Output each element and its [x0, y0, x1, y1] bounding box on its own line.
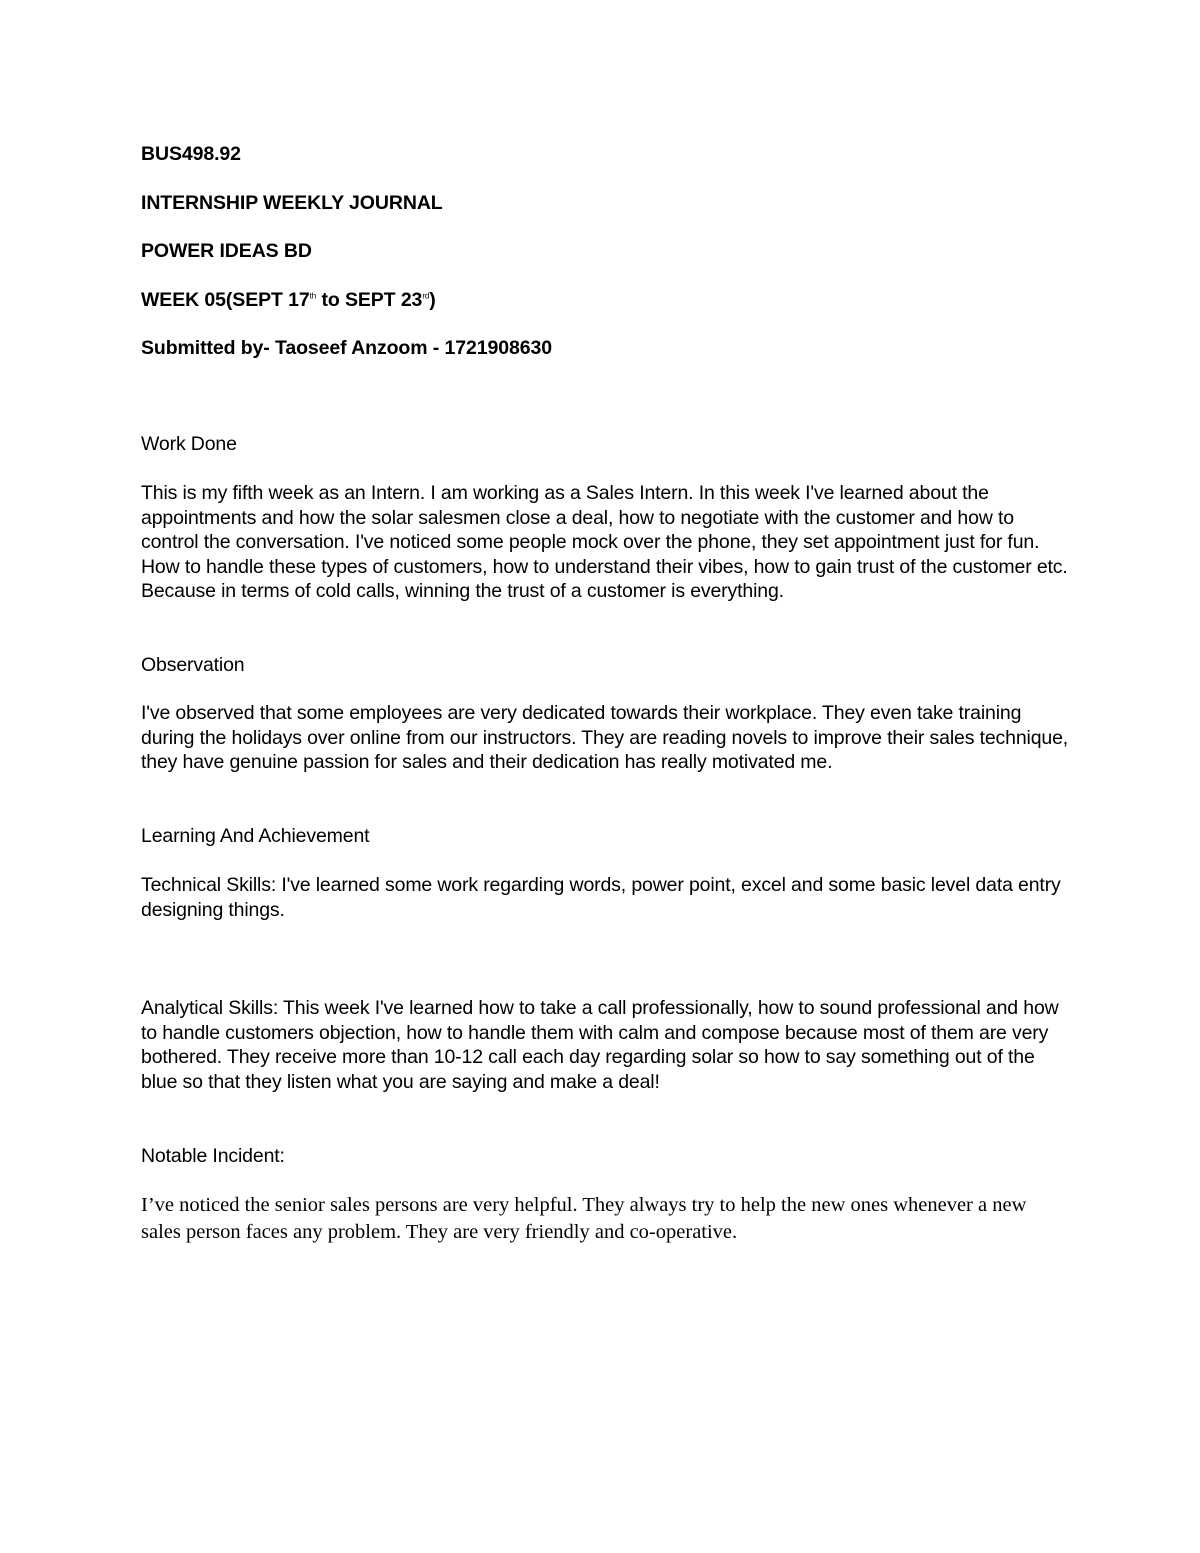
week-prefix: WEEK 05(SEPT 17: [141, 289, 310, 311]
week-sup-rd: rd: [422, 291, 430, 301]
week-range: [141, 288, 436, 312]
analytical-skills-paragraph: Analytical Skills: This week I've learned how to take a call professionally, how to sound professional and how to handle customers objection, how to handle them with calm and compose because most of them are very bothered. They receive more than 10-12 call each day regarding solar so how to say something out of the blue so that they listen what you are saying and make a deal!: [141, 997, 1059, 1093]
work-done-paragraph: This is my fifth week as an Intern. I am working as a Sales Intern. In this week I've learned about the appointments and how the solar salesmen close a deal, how to negotiate with the customer and how to control the conversation. I've noticed some people mock over the phone, they set appointment just for fun. How to handle these types of customers, how to understand their vibes, how to gain trust of the customer etc. Because in terms of cold calls, winning the trust of a customer is everything.: [141, 482, 1068, 603]
course-code: BUS498.92: [141, 143, 241, 165]
work-done-heading: Work Done: [141, 433, 237, 455]
submitted-by: Submitted by- Taoseef Anzoom - 1721908630: [141, 337, 552, 359]
incident-heading: Notable Incident:: [141, 1145, 285, 1167]
week-suffix: ): [429, 289, 436, 311]
technical-skills-paragraph: Technical Skills: I've learned some work regarding words, power point, excel and some basic level data entry designing things.: [141, 874, 1061, 921]
company-name: POWER IDEAS BD: [141, 240, 312, 262]
week-mid: to SEPT 23: [316, 289, 423, 311]
observation-heading: Observation: [141, 654, 245, 676]
incident-paragraph: I’ve noticed the senior sales persons are very helpful. They always try to help the new ones whenever a new sales person faces any problem. They are very friendly and co-operative.: [141, 1194, 1027, 1243]
week-sup-th: th: [309, 291, 317, 301]
learning-heading: Learning And Achievement: [141, 825, 370, 847]
journal-title: INTERNSHIP WEEKLY JOURNAL: [141, 192, 443, 214]
observation-paragraph: I've observed that some employees are very dedicated towards their workplace. They even take training during the holidays over online from our instructors. They are reading novels to improve their sales technique, they have genuine passion for sales and their dedication has really motivated me.: [141, 702, 1069, 774]
